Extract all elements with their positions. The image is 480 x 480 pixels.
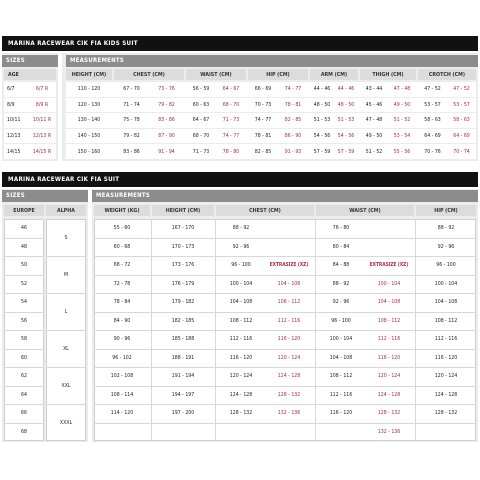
- adult-hip: 108 - 112: [434, 317, 458, 324]
- adult-title-bar: [2, 172, 478, 187]
- adult-europe: 62: [21, 373, 27, 380]
- kids-chest-r: 87 - 90: [158, 133, 175, 140]
- kids-age: 6/7: [7, 86, 15, 93]
- adult-height: 191 - 194: [171, 373, 195, 380]
- adult-hip: 128 - 132: [434, 410, 458, 417]
- kids-waist: 64 - 67: [192, 117, 210, 124]
- adult-col-header: WAIST (CM): [316, 205, 414, 216]
- kids-age-r: 14/15 R: [32, 148, 52, 155]
- kids-thigh: 45 - 46: [365, 101, 383, 108]
- adult-hip: 120 - 124: [434, 373, 458, 380]
- adult-waist: 108 - 112: [329, 373, 353, 380]
- adult-europe: 66: [21, 410, 27, 417]
- adult-hip: 100 - 104: [434, 280, 458, 287]
- adult-chest-xz: 120 - 124: [277, 354, 301, 361]
- kids-col-header: HIP (CM): [248, 69, 308, 80]
- kids-age: 8/9: [7, 101, 15, 108]
- adult-height: [152, 423, 214, 442]
- adult-height: 170 - 173: [171, 243, 195, 250]
- kids-chest-r: 79 - 82: [158, 101, 175, 108]
- kids-chest-r: 83 - 86: [158, 117, 175, 124]
- kids-chest: 83 - 86: [123, 148, 140, 155]
- kids-arm-r: 44 - 46: [337, 86, 355, 93]
- adult-waist: 84 - 88: [332, 262, 350, 269]
- adult-chest-xz: 112 - 116: [277, 317, 301, 324]
- adult-waist: 96 - 100: [331, 317, 351, 324]
- kids-arm: 54 - 56: [313, 133, 331, 140]
- kids-height: 130 - 140: [77, 117, 101, 124]
- kids-height: 150 - 160: [77, 148, 101, 155]
- kids-height: 140 - 150: [77, 133, 101, 140]
- kids-title-bar: [2, 36, 478, 51]
- kids-crotch-r: 58 - 63: [453, 117, 470, 124]
- kids-chest-r: 91 - 94: [158, 148, 175, 155]
- adult-chest-xz: 108 - 112: [277, 299, 301, 306]
- adult-col-header: WEIGHT (KG): [94, 205, 150, 216]
- adult-alpha: XXXL: [59, 419, 73, 426]
- adult-waist-xz: 116 - 120: [377, 354, 401, 361]
- kids-hip: 66 - 69: [254, 86, 272, 93]
- adult-europe: 68: [21, 428, 27, 435]
- adult-chest: 128 - 132: [229, 410, 253, 417]
- adult-chest-xz: EXTRASIZE (XZ): [269, 262, 309, 268]
- kids-crotch-r: 53 - 57: [453, 101, 470, 108]
- adult-weight: [94, 423, 150, 442]
- kids-arm-r: 51 - 53: [337, 117, 355, 124]
- adult-chest: 88 - 92: [232, 225, 250, 232]
- adult-europe: 64: [21, 391, 27, 398]
- kids-thigh: 51 - 52: [365, 148, 383, 155]
- adult-europe: 56: [21, 317, 27, 324]
- kids-waist-r: 64 - 67: [222, 86, 240, 93]
- adult-height: 194 - 197: [171, 391, 195, 398]
- kids-age: 14/15: [7, 148, 21, 155]
- kids-arm: 57 - 59: [313, 148, 331, 155]
- kids-age-r: 10/11 R: [32, 117, 52, 124]
- kids-hip-r: 74 - 77: [284, 86, 302, 93]
- adult-weight: 72 - 78: [113, 280, 131, 287]
- kids-waist-r: 71 - 73: [222, 117, 240, 124]
- kids-hip: 82 - 85: [254, 148, 272, 155]
- adult-height: 188 - 191: [171, 354, 195, 361]
- kids-hip-r: 91 - 93: [284, 148, 302, 155]
- adult-height: 185 - 188: [171, 336, 195, 343]
- kids-waist: 60 - 63: [192, 101, 210, 108]
- adult-waist: 88 - 92: [332, 280, 350, 287]
- adult-chest: 120 - 124: [229, 373, 253, 380]
- adult-hip: 104 - 108: [434, 299, 458, 306]
- adult-europe: 58: [21, 336, 27, 343]
- adult-europe: 46: [21, 225, 27, 232]
- adult-chest: 124 - 128: [229, 391, 253, 398]
- adult-alpha: L: [64, 308, 68, 315]
- adult-height: 173 - 176: [171, 262, 195, 269]
- adult-height: 182 - 185: [171, 317, 195, 324]
- adult-col-header: ALPHA: [46, 205, 86, 216]
- adult-chest-xz: [264, 423, 314, 442]
- adult-waist-xz: 104 - 108: [377, 299, 401, 306]
- kids-height: 120 - 130: [77, 101, 101, 108]
- adult-chest: [216, 423, 266, 442]
- kids-col-header: HEIGHT (CM): [66, 69, 112, 80]
- adult-waist-xz: 132 - 136: [377, 428, 401, 435]
- kids-crotch-r: 47 - 52: [453, 86, 470, 93]
- kids-thigh-r: 49 - 50: [393, 101, 411, 108]
- kids-waist-r: 68 - 70: [222, 101, 240, 108]
- kids-hip: 78 - 81: [254, 133, 272, 140]
- kids-col-header: CROTCH (CM): [418, 69, 476, 80]
- adult-waist-xz: 100 - 104: [377, 280, 401, 287]
- adult-col-header: CHEST (CM): [216, 205, 314, 216]
- kids-arm: 48 - 50: [313, 101, 331, 108]
- kids-chest: 71 - 74: [123, 101, 140, 108]
- kids-hip: 74 - 77: [254, 117, 272, 124]
- adult-waist-xz: [364, 238, 414, 257]
- adult-alpha: S: [64, 234, 68, 241]
- adult-chest-xz: 116 - 120: [277, 336, 301, 343]
- adult-waist: 104 - 108: [329, 354, 353, 361]
- kids-thigh-r: 55 - 56: [393, 148, 411, 155]
- adult-europe: 54: [21, 299, 27, 306]
- kids-crotch: 58 - 63: [424, 117, 441, 124]
- kids-arm-r: 48 - 50: [337, 101, 355, 108]
- adult-col-header: HIP (CM): [416, 205, 476, 216]
- adult-weight: 55 - 60: [113, 225, 131, 232]
- kids-waist-r: 78 - 80: [222, 148, 240, 155]
- kids-waist-r: 74 - 77: [222, 133, 240, 140]
- adult-hip: 92 - 96: [437, 243, 455, 250]
- adult-waist: 100 - 104: [329, 336, 353, 343]
- kids-age-r: 12/13 R: [32, 133, 52, 140]
- adult-chest: 108 - 112: [229, 317, 253, 324]
- adult-weight: 60 - 68: [113, 243, 131, 250]
- adult-weight: 90 - 96: [113, 336, 131, 343]
- adult-chest: 104 - 108: [229, 299, 253, 306]
- adult-sizes-header: SIZES: [2, 190, 88, 202]
- adult-chest: 96 - 100: [231, 262, 251, 269]
- adult-chest: 112 - 116: [229, 336, 253, 343]
- adult-waist: 92 - 96: [332, 299, 350, 306]
- kids-age: 12/13: [7, 133, 21, 140]
- adult-height: 179 - 182: [171, 299, 195, 306]
- adult-chest-xz: [264, 219, 314, 238]
- adult-waist-xz: 124 - 128: [377, 391, 401, 398]
- kids-arm: 51 - 53: [313, 117, 331, 124]
- kids-sizes-header: SIZES: [2, 55, 58, 67]
- adult-hip: 112 - 116: [434, 336, 458, 343]
- kids-crotch: 70 - 76: [424, 148, 441, 155]
- adult-chest-xz: 124 - 128: [277, 373, 301, 380]
- kids-thigh-r: 51 - 52: [393, 117, 411, 124]
- kids-waist: 68 - 70: [192, 133, 210, 140]
- adult-weight: 114 - 120: [110, 410, 134, 417]
- adult-hip: [416, 423, 476, 442]
- kids-hip-r: 78 - 81: [284, 101, 302, 108]
- kids-crotch: 53 - 57: [424, 101, 441, 108]
- adult-europe: 52: [21, 280, 27, 287]
- adult-weight: 108 - 114: [110, 391, 134, 398]
- kids-thigh: 43 - 44: [365, 86, 383, 93]
- adult-title: MARINA RACEWEAR CIK FIA SUIT: [8, 176, 120, 183]
- kids-age-r: 8/9 R: [35, 101, 49, 108]
- adult-hip: 116 - 120: [434, 354, 458, 361]
- adult-waist-xz: 120 - 124: [377, 373, 401, 380]
- kids-height: 110 - 120: [77, 86, 101, 93]
- adult-hip: 88 - 92: [437, 225, 455, 232]
- adult-weight: 78 - 84: [113, 299, 131, 306]
- kids-col-header: THIGH (CM): [360, 69, 416, 80]
- adult-alpha: M: [63, 271, 69, 278]
- kids-title: MARINA RACEWEAR CIK FIA KIDS SUIT: [8, 40, 138, 47]
- adult-waist: 112 - 116: [329, 391, 353, 398]
- adult-europe: 48: [21, 243, 27, 250]
- kids-age: 10/11: [7, 117, 21, 124]
- kids-arm: 44 - 46: [313, 86, 331, 93]
- adult-waist-xz: [364, 219, 414, 238]
- adult-col-header: HEIGHT (CM): [152, 205, 214, 216]
- kids-waist: 71 - 73: [192, 148, 210, 155]
- adult-height: 197 - 200: [171, 410, 195, 417]
- adult-europe: 50: [21, 262, 27, 269]
- adult-waist-xz: 128 - 132: [377, 410, 401, 417]
- adult-weight: 84 - 90: [113, 317, 131, 324]
- kids-hip-r: 82 - 85: [284, 117, 302, 124]
- adult-weight: 96 - 102: [112, 354, 132, 361]
- adult-height: 176 - 179: [171, 280, 195, 287]
- adult-chest: 100 - 104: [229, 280, 253, 287]
- adult-waist: 116 - 120: [329, 410, 353, 417]
- kids-crotch: 64 - 69: [424, 133, 441, 140]
- adult-alpha: XL: [63, 345, 69, 352]
- kids-chest: 79 - 82: [123, 133, 140, 140]
- kids-chest-r: 73 - 76: [158, 86, 175, 93]
- kids-age-r: 6/7 R: [35, 86, 49, 93]
- adult-chest-xz: 132 - 136: [277, 410, 301, 417]
- adult-waist: [316, 423, 366, 442]
- kids-thigh-r: 47 - 48: [393, 86, 411, 93]
- kids-col-header: WAIST (CM): [186, 69, 246, 80]
- kids-age-header: AGE: [4, 69, 56, 80]
- kids-arm-r: 57 - 59: [337, 148, 355, 155]
- adult-waist-xz: EXTRASIZE (XZ): [369, 262, 409, 268]
- adult-chest: 92 - 96: [232, 243, 250, 250]
- kids-arm-r: 54 - 56: [337, 133, 355, 140]
- adult-waist: 80 - 84: [332, 243, 350, 250]
- kids-thigh: 47 - 48: [365, 117, 383, 124]
- adult-europe: 60: [21, 354, 27, 361]
- kids-thigh: 49 - 50: [365, 133, 383, 140]
- adult-measurements-header: MEASUREMENTS: [92, 190, 478, 202]
- kids-col-header: CHEST (CM): [114, 69, 184, 80]
- kids-crotch-r: 70 - 74: [453, 148, 470, 155]
- kids-chest: 67 - 70: [123, 86, 140, 93]
- adult-weight: 102 - 108: [110, 373, 134, 380]
- adult-alpha: XXL: [61, 382, 71, 389]
- kids-hip-r: 86 - 90: [284, 133, 302, 140]
- adult-waist-xz: 112 - 116: [377, 336, 401, 343]
- kids-crotch: 47 - 52: [424, 86, 441, 93]
- adult-hip: 96 - 100: [436, 262, 456, 269]
- kids-thigh-r: 53 - 54: [393, 133, 411, 140]
- adult-height: 167 - 170: [171, 225, 195, 232]
- adult-hip: 124 - 128: [434, 391, 458, 398]
- adult-waist: 76 - 80: [332, 225, 350, 232]
- kids-crotch-r: 64 - 69: [453, 133, 470, 140]
- kids-hip: 70 - 73: [254, 101, 272, 108]
- adult-waist-xz: 108 - 112: [377, 317, 401, 324]
- adult-col-header: EUROPE: [4, 205, 44, 216]
- kids-waist: 56 - 59: [192, 86, 210, 93]
- adult-chest-xz: 128 - 132: [277, 391, 301, 398]
- adult-chest: 116 - 120: [229, 354, 253, 361]
- adult-chest-xz: 104 - 108: [277, 280, 301, 287]
- kids-col-header: ARM (CM): [310, 69, 358, 80]
- adult-chest-xz: [264, 238, 314, 257]
- kids-measurements-header: MEASUREMENTS: [66, 55, 478, 67]
- kids-chest: 75 - 78: [123, 117, 140, 124]
- adult-weight: 68 - 72: [113, 262, 131, 269]
